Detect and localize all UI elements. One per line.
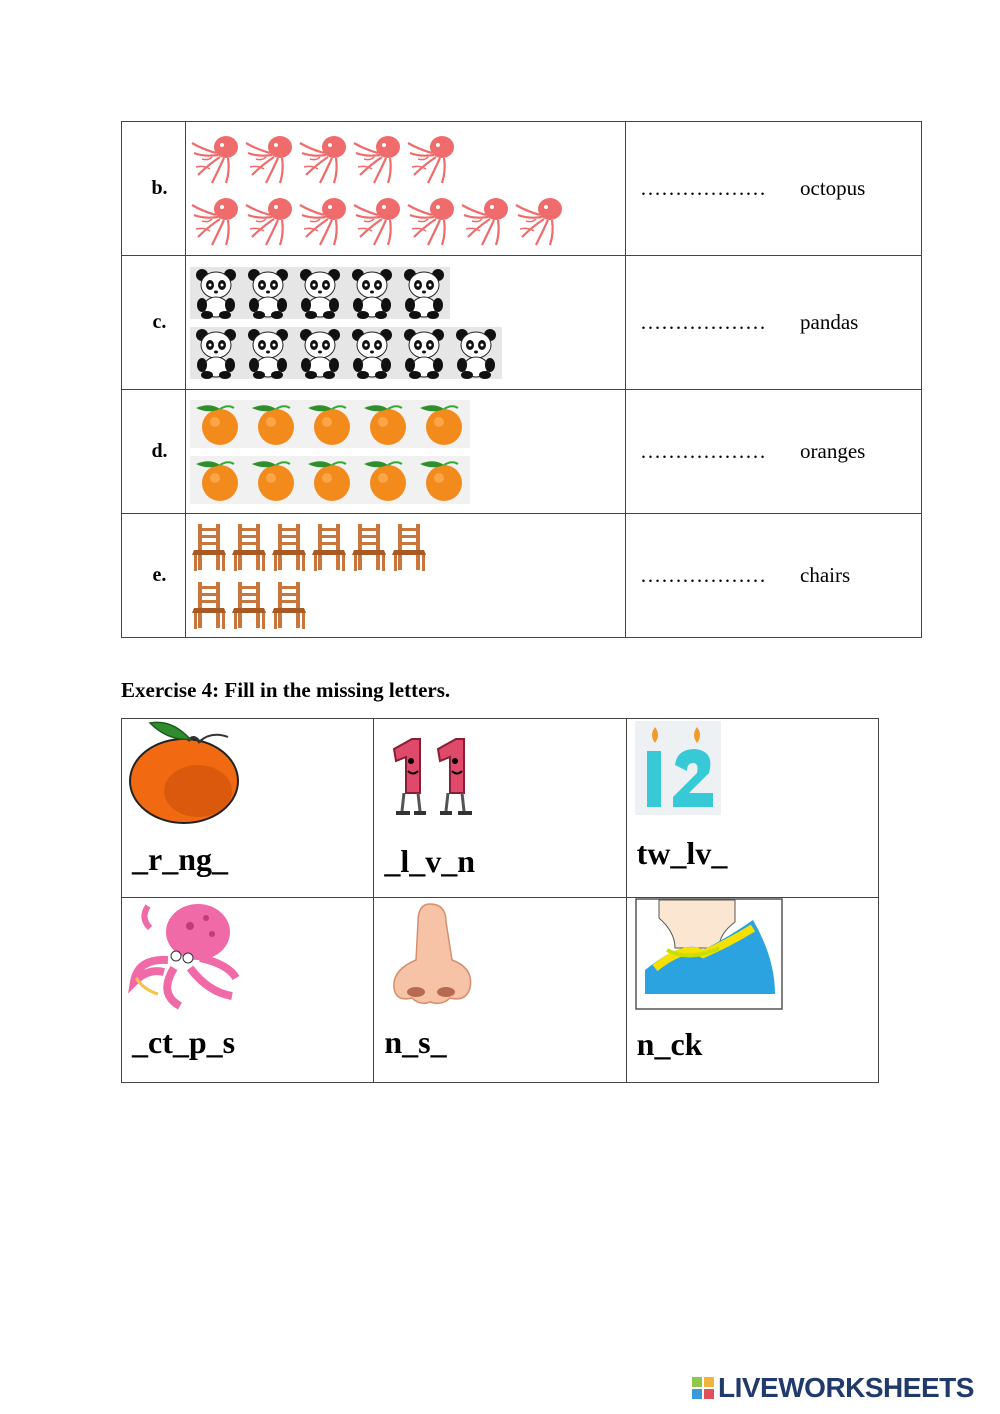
- number-twelve-candles-icon: [635, 721, 721, 815]
- missing-letters-table: [121, 718, 879, 1083]
- item-word: oranges: [800, 439, 866, 463]
- panda-icon: [450, 327, 502, 379]
- missing-letters-cell: [122, 719, 374, 898]
- count-row-e: [122, 514, 922, 638]
- octopus-icon: [244, 193, 298, 247]
- octopus-icon: [352, 193, 406, 247]
- count-row-d: [122, 390, 922, 514]
- missing-letters-cell: [122, 898, 374, 1083]
- orange-icon: [302, 400, 358, 448]
- orange-icon: [358, 400, 414, 448]
- orange-pictures: [186, 390, 626, 514]
- orange-icon: [246, 456, 302, 504]
- octopus-icon: [244, 131, 298, 185]
- octopus-icon: [460, 193, 514, 247]
- chair-row-2: [190, 580, 625, 630]
- octopus-pictures: [186, 122, 626, 256]
- liveworksheets-logo[interactable]: [692, 1372, 974, 1404]
- answer-blank[interactable]: ………………: [640, 439, 766, 463]
- nose-icon: [390, 902, 480, 1006]
- octopus-icon: [352, 131, 406, 185]
- panda-icon: [190, 267, 242, 319]
- octopus-row-1: [190, 131, 625, 185]
- octopus-icon: [190, 131, 244, 185]
- orange-icon: [414, 456, 470, 504]
- octopus-icon: [514, 193, 568, 247]
- chair-icon: [230, 522, 270, 572]
- panda-icon: [346, 327, 398, 379]
- answer-blank[interactable]: ………………: [640, 310, 766, 334]
- orange-fruit-icon: [128, 719, 248, 829]
- missing-letters-cell: [626, 898, 878, 1083]
- item-word: chairs: [800, 563, 851, 587]
- count-row-b: [122, 122, 922, 256]
- counting-table: [121, 121, 922, 638]
- chair-icon: [270, 522, 310, 572]
- missing-letters-word[interactable]: tw_lv_: [636, 835, 728, 871]
- octopus-icon: [190, 193, 244, 247]
- answer-cell-b: [626, 122, 922, 256]
- panda-icon: [346, 267, 398, 319]
- row-label: c.: [122, 256, 186, 390]
- neck-icon: [635, 898, 783, 1010]
- row-label: d.: [122, 390, 186, 514]
- pink-octopus-icon: [128, 898, 240, 1010]
- octopus-icon: [298, 131, 352, 185]
- orange-icon: [302, 456, 358, 504]
- answer-cell-e: [626, 514, 922, 638]
- chair-icon: [190, 522, 230, 572]
- panda-icon: [294, 327, 346, 379]
- octopus-icon: [406, 193, 460, 247]
- missing-letters-word[interactable]: _l_v_n: [384, 843, 476, 879]
- missing-letters-row-1: [122, 719, 879, 898]
- number-eleven-icon: [384, 731, 494, 821]
- orange-icon: [246, 400, 302, 448]
- panda-icon: [190, 327, 242, 379]
- chair-icon: [230, 580, 270, 630]
- chair-pictures: [186, 514, 626, 638]
- item-word: pandas: [800, 310, 859, 334]
- orange-icon: [190, 400, 246, 448]
- panda-row-2: [190, 327, 625, 379]
- exercise-4-title: Exercise 4: Fill in the missing letters.: [121, 678, 451, 702]
- missing-letters-word[interactable]: _ct_p_s: [132, 1024, 236, 1060]
- panda-pictures: [186, 256, 626, 390]
- panda-row-1: [190, 267, 625, 319]
- octopus-icon: [406, 131, 460, 185]
- answer-blank[interactable]: ………………: [640, 563, 766, 587]
- row-label: e.: [122, 514, 186, 638]
- liveworksheets-logo-icon: [692, 1377, 714, 1399]
- panda-icon: [398, 267, 450, 319]
- panda-icon: [242, 327, 294, 379]
- row-label: b.: [122, 122, 186, 256]
- chair-icon: [310, 522, 350, 572]
- chair-icon: [390, 522, 430, 572]
- answer-blank[interactable]: ………………: [640, 176, 766, 200]
- missing-letters-row-2: [122, 898, 879, 1083]
- chair-row-1: [190, 522, 625, 572]
- missing-letters-word[interactable]: _r_ng_: [132, 841, 228, 877]
- panda-icon: [242, 267, 294, 319]
- chair-icon: [190, 580, 230, 630]
- count-row-c: [122, 256, 922, 390]
- panda-icon: [294, 267, 346, 319]
- orange-row-1: [190, 400, 625, 448]
- octopus-icon: [298, 193, 352, 247]
- missing-letters-word[interactable]: n_ck: [636, 1026, 703, 1062]
- item-word: octopus: [800, 176, 866, 200]
- orange-icon: [190, 456, 246, 504]
- panda-icon: [398, 327, 450, 379]
- missing-letters-word[interactable]: n_s_: [384, 1024, 447, 1060]
- answer-cell-c: [626, 256, 922, 390]
- chair-icon: [270, 580, 310, 630]
- orange-row-2: [190, 456, 625, 504]
- logo-text: LIVEWORKSHEETS: [718, 1372, 974, 1403]
- chair-icon: [350, 522, 390, 572]
- missing-letters-cell: [626, 719, 878, 898]
- missing-letters-cell: [374, 898, 626, 1083]
- missing-letters-cell: [374, 719, 626, 898]
- orange-icon: [358, 456, 414, 504]
- orange-icon: [414, 400, 470, 448]
- answer-cell-d: [626, 390, 922, 514]
- octopus-row-2: [190, 193, 625, 247]
